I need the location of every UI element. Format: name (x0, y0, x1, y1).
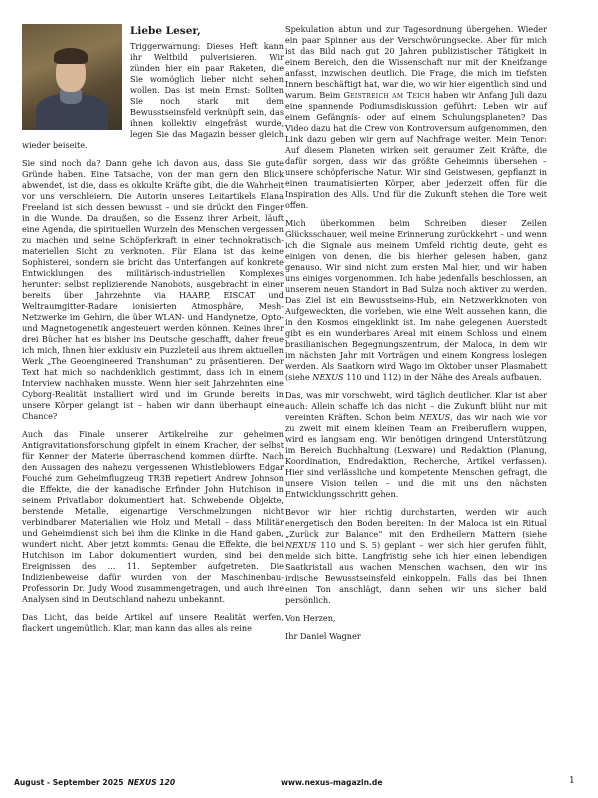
paragraph-gluecksschauer-text-b: 110 und 112) in der Nähe des Areals aufbauen. (343, 372, 542, 382)
paragraph-licht: Das Licht, das beide Artikel auf unsere Realität werfen, flackert ungemütlich. Klar, man kann das alles als reine (22, 612, 284, 633)
magazine-name-ref: NEXUS (418, 412, 451, 422)
paragraph-gluecksschauer-text-a: Mich überkommen beim Schreiben dieser Zeilen Glücksschauer, weil meine Erinnerung zurückkehrt – und wenn ich die Signale aus meinem Umfeld richtig deute, geht es einigen von denen, die bis hierher gelesen haben, ganz genauso. Wir sind nicht zum ersten Mal hier, und wir haben uns einiges vorgenommen. Ich habe jedenfalls beschlossen, an unserem neuen Standort in Bad Sulza noch aktiver zu werden. Das Ziel ist ein Bewusstseins-Hub, ein Netzwerkknoten von Aufgeweckten, die vorleben, wie eine Welt aussehen kann, die in den Kosmos eingeklinkt ist. Im nahe gelegenen Auerstedt gibt es ein wunderbares Areal mit einem Schloss und einem brasilianischen Begegnungszentrum, der Maloca, in dem wir im nächsten Jahr mit Vorträgen und einem Kongress loslegen werden. Als Saatkorn wird Wago im Oktober unser Plasmabett (siehe (285, 218, 547, 382)
magazine-name-ref: NEXUS (285, 540, 317, 550)
paragraph-ritual-text-a: Bevor wir hier richtig durchstarten, werden wir auch energetisch den Boden bereiten: In der Maloca ist ein Ritual „Zurück zur Balance“ mit den Erdheilern Mattern (siehe (285, 507, 547, 539)
page-number: 1 (569, 776, 575, 786)
closing: Von Herzen, (285, 613, 336, 623)
paragraph-ritual (285, 507, 547, 606)
paragraph-vision (285, 390, 547, 500)
paragraph-spekulation (285, 24, 547, 211)
footer-issue (14, 778, 175, 787)
author-photo-collar (60, 90, 82, 104)
event-name-geistreich: Geistreich am Teich (343, 90, 431, 100)
left-column (22, 24, 284, 634)
right-column (285, 24, 547, 642)
footer-website[interactable]: www.nexus-magazin.de (281, 778, 383, 787)
magazine-name-ref: NEXUS (312, 372, 344, 382)
footer-issue-date: August - September 2025 (14, 778, 124, 787)
author-photo (22, 24, 122, 130)
paragraph-spekulation-text-b: haben wir Anfang Juli dazu eine spannende Podiumsdiskussion geführt: Leben wir auf einem Gefängnis- oder auf einem Schulungsplaneten? Das Video dazu hat die Crew von Kontroversum aufgenommen, den Link dazu geben wir gern auf Nachfrage weiter. Mein Tenor: Auf diesem Planeten wirken seit geraumer Zeit Kräfte, die dafür sorgen, dass wir das größte Geheimnis übersehen – unsere schöpferische Natur. Wir sind Geistwesen, gepflanzt in einen traumatisierten Körper, aber jederzeit offen für die Inspiration des Alls. Und für die Zukunft stehen die Tore weit offen. (285, 90, 548, 210)
paragraph-leitartikel: Sie sind noch da? Dann gehe ich davon aus, dass Sie gute Gründe haben. Eine Tatsache, von der man gern den Blick abwendet, ist die, dass es okkulte Kräfte gibt, die die Wahrheit vor uns verschleiern. Die Autorin unseres Leitartikels Elana Freeland ist sich dessen bewusst – und sie drückt den Finger in die Wunde. Da draußen, so die Essenz ihrer Arbeit, läuft eine Agenda, die spirituellen Wurzeln des Menschen vergessen zu machen und seine Schöpferkraft in einer technokratisch-materiellen Sicht zu verknoten. Für Elana ist das keine Sophisterei, sondern sie bricht das Unterfangen auf konkrete Entwicklungen des militärisch-industriellen Komplexes herunter: selbst replizierende Nanobots, ausgebracht in einer bereits über Jahrzehnte via HAARP, EISCAT und Weltraumgitter-Radare ionisierten Atmosphäre, Mesh-Netzwerke im Gehirn, die über WLAN- und Handynetze, Opto- und Magnetogenetik angesteuert werden können. Keines ihrer drei Bücher hat es bisher ins Deutsche geschafft, daher freue ich mich, Ihnen hier exklusiv ein Puzzleteil aus ihrem aktuellen Werk „The Geoengineered Transhuman“ zu präsentieren. Der Text hat mich so nachdenklich gestimmt, dass ich in einem Interview nachhaken musste. Wenn hier seit Jahrzehnten eine Cyborg-Realität installiert wird und im Grunde bereits in unsere Körper gelangt ist – haben wir dann überhaupt eine Chance? (22, 158, 284, 421)
greeting: Liebe Leser, (130, 25, 201, 37)
page-footer (0, 776, 598, 790)
paragraph-vision-text-b: , das wir nach wie vor zu zweit mit einem kleinen Team an Freiberuflern wuppen, wird es langsam eng. Wir benötigen dringend Unterstützung im Bereich Buchhaltung (Lexware) und Redaktion (Planung, Koordination, Endredaktion, Recherche, Artikel verfassen). Hier sind verlässliche und kompetente Menschen gefragt, die unsere Vision teilen – und die mit uns den nächsten Entwicklungsschritt gehen. (285, 412, 547, 499)
author-photo-hair (54, 48, 88, 64)
paragraph-ritual-text-b: 110 und S. 5) geplant – wer sich hier gerufen fühlt, melde sich bitte. Langfristig sehe ich hier einen lebendigen Saatkristall aus wachen Menschen wachsen, den wir ins irdische Bewusstseinsfeld einkoppeln. Falls das bei Ihnen einen Ton anschlägt, dann sehen wir uns sicher bald persönlich. (285, 540, 547, 605)
paragraph-vision-text-a: Das, was mir vorschwebt, wird täglich deutlicher. Klar ist aber auch: Allein schaffe ich das nicht – die Zukunft blüht nur mit vereinten Kräften. Schon beim (285, 390, 547, 422)
paragraph-spekulation-text-a: Spekulation abtun und zur Tagesordnung übergehen. Wieder ein paar Spinner aus der Verschwörungsecke. Aber für mich ist das Bild nach gut 20 Jahren publizistischer Tätigkeit in einem Bereich, den die Wissenschaft nur mit der Kneifzange anfasst, inzwischen deutlich. Die Frage, die mich im tiefsten Innern beschäftigt hat, war die, wo wir hier eigentlich sind und warum. Beim (285, 24, 547, 100)
paragraph-gluecksschauer (285, 218, 547, 383)
footer-magazine-name: NEXUS 120 (127, 778, 176, 787)
signature: Ihr Daniel Wagner (285, 631, 361, 641)
paragraph-antigravitation: Auch das Finale unserer Artikelreihe zur geheimen Antigravitationsforschung gipfelt in einem Kracher, der selbst für Kenner der Materie überraschend kommen dürfte. Nach den Aussagen des nahezu vergessenen Whistleblowers Edgar Fouché zum Geheimflugzeug TR3B repetiert Andrew Johnson die Effekte, die der kanadische Erfinder John Hutchison in seinem Privatlabor dokumentiert hat. Schwebende Objekte, berstende Metalle, eigenartige Verschmelzungen nicht verbindbarer Materialien wie Holz und Metall – dass Militär und Geheimdienst sich bei ihm die Klinke in die Hand gaben, wundert nicht. Aber jetzt kommts: Genau die Effekte, die bei Hutchison im Labor dokumentiert wurden, sind bei den Ereignissen des ... 11. September aufgetreten. Die Indizienbeweise dafür wurden von der Maschinenbau-Professorin Dr. Judy Wood zusammengetragen, und auch ihre Analysen sind in Deutschland nahezu unbekannt. (22, 429, 284, 604)
paragraph-intro: Triggerwarnung: Dieses Heft kann ihr Weltbild pulverisieren. Wir zünden hier ein paar Raketen, die Sie womöglich lieber nicht sehen wollen. Das ist mein Ernst: Sollten Sie noch stark mit dem Bewusstseinsfeld verknüpft sein, das ihnen kollektiv eingefräst wurde, legen Sie das Magazin besser gleich wieder beiseite. (22, 41, 284, 150)
